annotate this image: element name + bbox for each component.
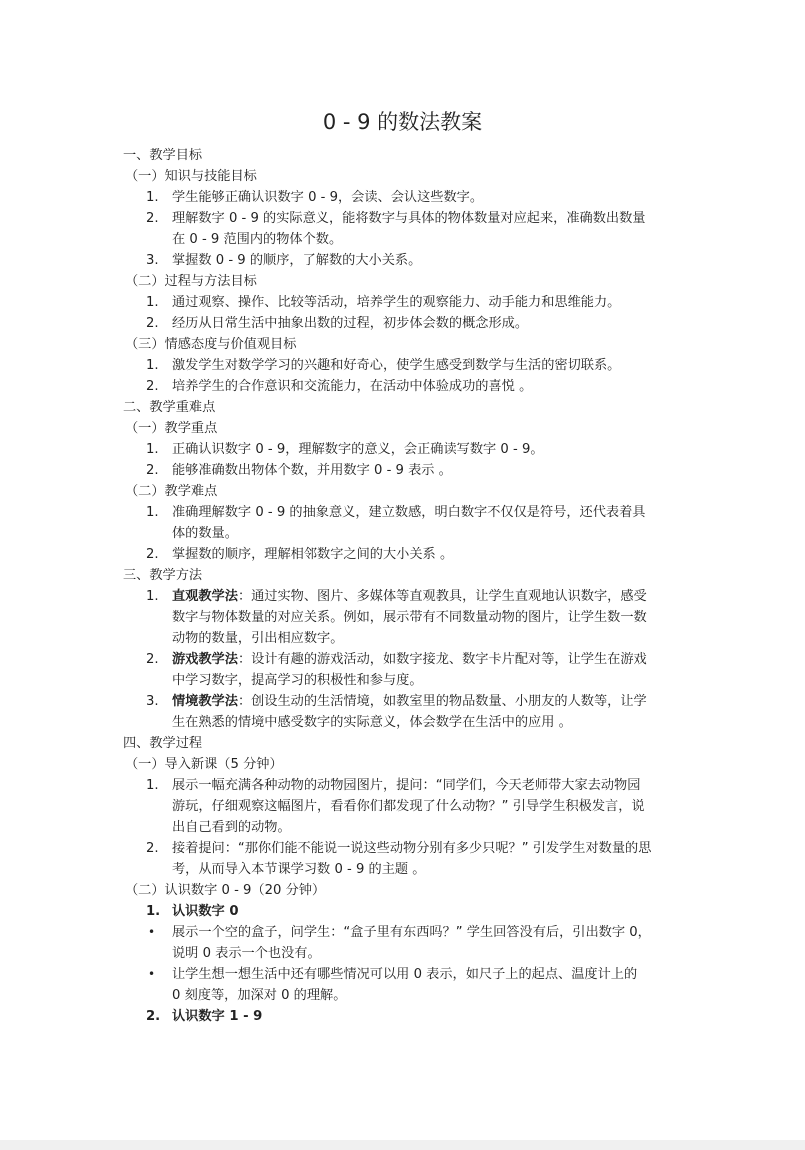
section-heading: 三、教学方法	[123, 568, 203, 583]
section-heading: 一、教学目标	[123, 148, 203, 163]
subsection-heading: （一）教学重点	[125, 421, 218, 436]
list-text: 动物的数量，引出相应数字。	[172, 631, 344, 646]
list-item-continuation	[0, 628, 805, 649]
list-number: 2.	[146, 652, 159, 667]
list-text: 在 0 - 9 范围内的物体个数。	[172, 232, 343, 247]
list-item	[0, 439, 805, 460]
method-description: ：设计有趣的游戏活动，如数字接龙、数字卡片配对等，让学生在游戏	[237, 652, 647, 667]
list-text: 生在熟悉的情境中感受数字的实际意义，体会数学在生活中的应用 。	[172, 715, 572, 730]
method-name: 情境教学法	[172, 694, 238, 709]
list-number: 2.	[146, 211, 159, 226]
subsection-heading: （二）教学难点	[125, 484, 218, 499]
list-text: 出自己看到的动物。	[172, 820, 291, 835]
document-body	[0, 145, 805, 1027]
bullet-item-continuation	[0, 943, 805, 964]
list-text: 通过观察、操作、比较等活动，培养学生的观察能力、动手能力和思维能力。	[172, 295, 621, 310]
subsection-heading: （一）导入新课（5 分钟）	[125, 757, 283, 772]
list-item-continuation	[0, 712, 805, 733]
method-name: 直观教学法	[172, 589, 238, 604]
list-text: 接着提问：“那你们能不能说一说这些动物分别有多少只呢？” 引发学生对数量的思	[172, 841, 652, 856]
list-item	[0, 691, 805, 712]
list-item-continuation	[0, 796, 805, 817]
list-number: 1.	[146, 778, 159, 793]
section-heading: 二、教学重难点	[123, 400, 216, 415]
list-text: 体的数量。	[172, 526, 238, 541]
bullet-text: 让学生想一想生活中还有哪些情况可以用 0 表示，如尺子上的起点、温度计上的	[172, 967, 638, 982]
bullet-item	[0, 964, 805, 985]
bullet-item-continuation	[0, 985, 805, 1006]
list-text: 掌握数 0 - 9 的顺序，了解数的大小关系。	[172, 253, 422, 268]
document-title: 0 - 9 的数法教案	[322, 110, 483, 134]
list-item	[0, 502, 805, 523]
subsection-heading: （三）情感态度与价值观目标	[125, 337, 297, 352]
list-number: 3.	[146, 253, 159, 268]
list-item	[0, 292, 805, 313]
method-description: ：创设生动的生活情境，如教室里的物品数量、小朋友的人数等，让学	[237, 694, 647, 709]
bullet-item	[0, 922, 805, 943]
list-item-continuation	[0, 859, 805, 880]
list-item	[0, 544, 805, 565]
list-item-continuation	[0, 670, 805, 691]
list-number: 1.	[146, 904, 161, 919]
bullet-icon: •	[148, 925, 156, 939]
bullet-text: 0 刻度等，加深对 0 的理解。	[172, 988, 347, 1003]
list-text: 数字与物体数量的对应关系。例如，展示带有不同数量动物的图片，让学生数一数	[172, 610, 647, 625]
list-item-continuation	[0, 229, 805, 250]
subsection-heading: （二）过程与方法目标	[125, 274, 257, 289]
part-heading: 认识数字 0	[172, 904, 239, 919]
list-number: 2.	[146, 316, 159, 331]
list-text: 展示一幅充满各种动物的动物园图片，提问：“同学们，今天老师带大家去动物园	[172, 778, 641, 793]
section-heading: 四、教学过程	[123, 736, 203, 751]
list-text: 正确认识数字 0 - 9，理解数字的意义，会正确读写数字 0 - 9。	[172, 442, 544, 457]
list-item	[0, 187, 805, 208]
method-name: 游戏教学法	[172, 652, 238, 667]
list-number: 1.	[146, 505, 159, 520]
list-item-continuation	[0, 817, 805, 838]
list-item	[0, 901, 805, 922]
list-item-continuation	[0, 607, 805, 628]
list-text	[172, 586, 647, 607]
list-number: 2.	[146, 1009, 161, 1024]
list-number: 1.	[146, 358, 159, 373]
list-text: 能够准确数出物体个数，并用数字 0 - 9 表示 。	[172, 463, 452, 478]
list-text: 培养学生的合作意识和交流能力，在活动中体验成功的喜悦 。	[172, 379, 533, 394]
list-item	[0, 313, 805, 334]
list-text	[172, 691, 647, 712]
bullet-text: 展示一个空的盒子，问学生：“盒子里有东西吗？” 学生回答没有后，引出数字 0，	[172, 925, 651, 940]
list-text: 学生能够正确认识数字 0 - 9，会读、会认这些数字。	[172, 190, 484, 205]
list-number: 3.	[146, 694, 159, 709]
list-text: 掌握数的顺序，理解相邻数字之间的大小关系 。	[172, 547, 454, 562]
bullet-text: 说明 0 表示一个也没有。	[172, 946, 321, 961]
list-number: 2.	[146, 547, 159, 562]
list-text: 考，从而导入本节课学习数 0 - 9 的主题 。	[172, 862, 426, 877]
list-item	[0, 250, 805, 271]
list-text	[172, 649, 647, 670]
part-heading: 认识数字 1 - 9	[172, 1009, 263, 1024]
list-item	[0, 355, 805, 376]
list-text: 准确理解数字 0 - 9 的抽象意义，建立数感，明白数字不仅仅是符号，还代表着具	[172, 505, 646, 520]
list-item-continuation	[0, 523, 805, 544]
list-number: 2.	[146, 463, 159, 478]
subsection-heading: （二）认识数字 0 - 9（20 分钟）	[125, 883, 326, 898]
list-text: 经历从日常生活中抽象出数的过程，初步体会数的概念形成。	[172, 316, 529, 331]
list-item	[0, 208, 805, 229]
list-item	[0, 376, 805, 397]
subsection-heading: （一）知识与技能目标	[125, 169, 257, 184]
list-number: 1.	[146, 589, 159, 604]
list-item	[0, 775, 805, 796]
method-description: ：通过实物、图片、多媒体等直观教具，让学生直观地认识数字，感受	[237, 589, 647, 604]
list-item	[0, 1006, 805, 1027]
list-number: 2.	[146, 841, 159, 856]
list-text: 激发学生对数学学习的兴趣和好奇心，使学生感受到数学与生活的密切联系。	[172, 358, 621, 373]
bullet-icon: •	[148, 967, 156, 981]
list-number: 1.	[146, 442, 159, 457]
list-number: 1.	[146, 190, 159, 205]
list-text: 中学习数字，提高学习的积极性和参与度。	[172, 673, 423, 688]
list-text: 游玩，仔细观察这幅图片，看看你们都发现了什么动物？” 引导学生积极发言，说	[172, 799, 645, 814]
list-item	[0, 649, 805, 670]
list-number: 2.	[146, 379, 159, 394]
list-item	[0, 460, 805, 481]
list-number: 1.	[146, 295, 159, 310]
list-text: 理解数字 0 - 9 的实际意义，能将数字与具体的物体数量对应起来，准确数出数量	[172, 211, 646, 226]
list-item	[0, 838, 805, 859]
list-item	[0, 586, 805, 607]
